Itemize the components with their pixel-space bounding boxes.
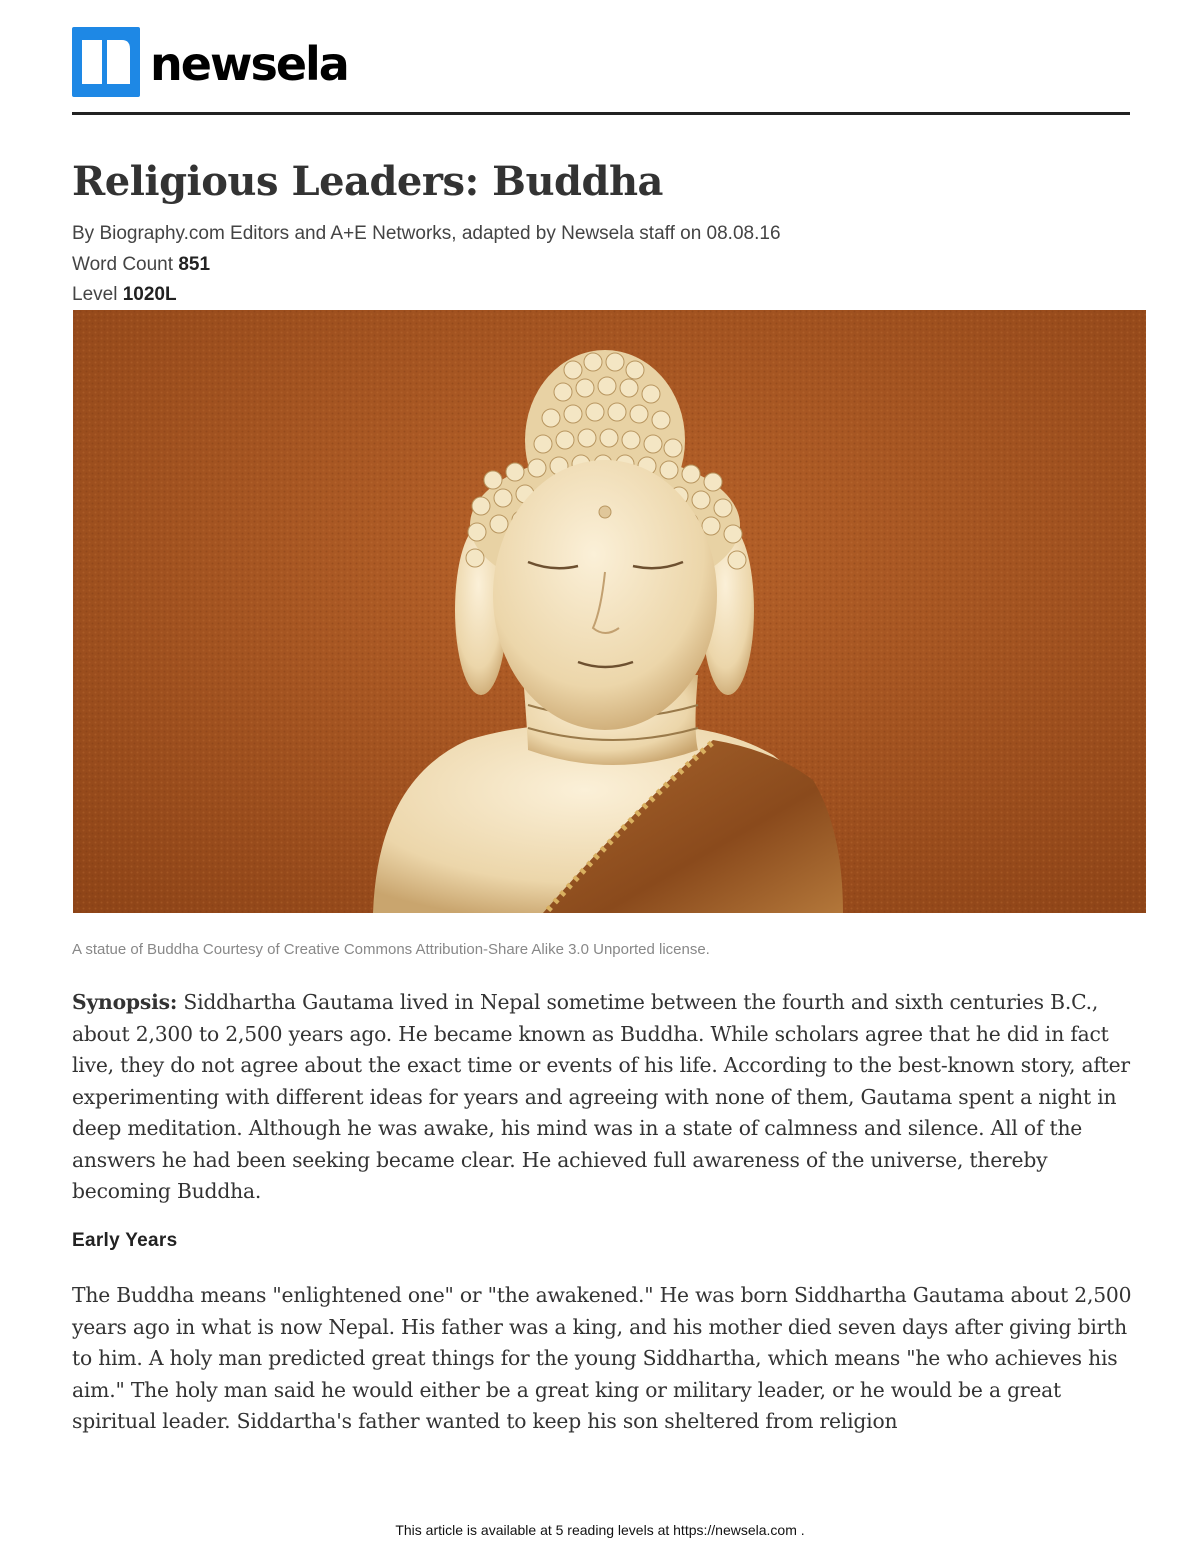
synopsis-label: Synopsis:	[72, 990, 178, 1014]
article-title: Religious Leaders: Buddha	[72, 158, 663, 205]
image-caption: A statue of Buddha Courtesy of Creative Commons Attribution-Share Alike 3.0 Unported license.	[72, 941, 710, 958]
level-label: Level	[72, 284, 118, 305]
reading-level	[72, 283, 177, 307]
early-years-paragraph: The Buddha means "enlightened one" or "the awakened." He was born Siddhartha Gautama about 2,500 years ago in what is now Nepal. His father was a king, and his mother died seven days after giving birth to him. A holy man predicted great things for the young Siddhartha, which means "he who achieves his aim." The holy man said he would either be a great king or military leader, or he would be a great spiritual leader. Siddartha's father wanted to keep his son sheltered from religion	[72, 1283, 1132, 1433]
article-byline: By Biography.com Editors and A+E Networks, adapted by Newsela staff on 08.08.16	[72, 223, 781, 244]
site-header	[72, 27, 1130, 113]
synopsis-paragraph	[72, 987, 1132, 1208]
synopsis-text: Siddhartha Gautama lived in Nepal sometime between the fourth and sixth centuries B.C., about 2,300 to 2,500 years ago. He became known as Buddha. While scholars agree that he did in fact live, they do not agree about the exact time or events of his life. According to the best-known story, after experimenting with different ideas for years and agreeing with none of them, Gautama spent a night in deep meditation. Although he was awake, his mind was in a state of calmness and silence. All of the answers he had been seeking became clear. He achieved full awareness of the universe, thereby becoming Buddha.	[72, 990, 1130, 1203]
word-count-label: Word Count	[72, 254, 174, 275]
brand-wordmark[interactable]: newsela	[150, 37, 348, 91]
section-heading-early-years: Early Years	[72, 1230, 178, 1251]
header-divider	[72, 112, 1130, 115]
level-value: 1020L	[122, 284, 177, 305]
word-count	[72, 253, 210, 277]
page-footer: This article is available at 5 reading levels at https://newsela.com .	[395, 1522, 805, 1538]
buddha-statue-image	[73, 310, 1146, 913]
newsela-logo-icon[interactable]	[72, 27, 140, 97]
word-count-value: 851	[178, 254, 211, 275]
